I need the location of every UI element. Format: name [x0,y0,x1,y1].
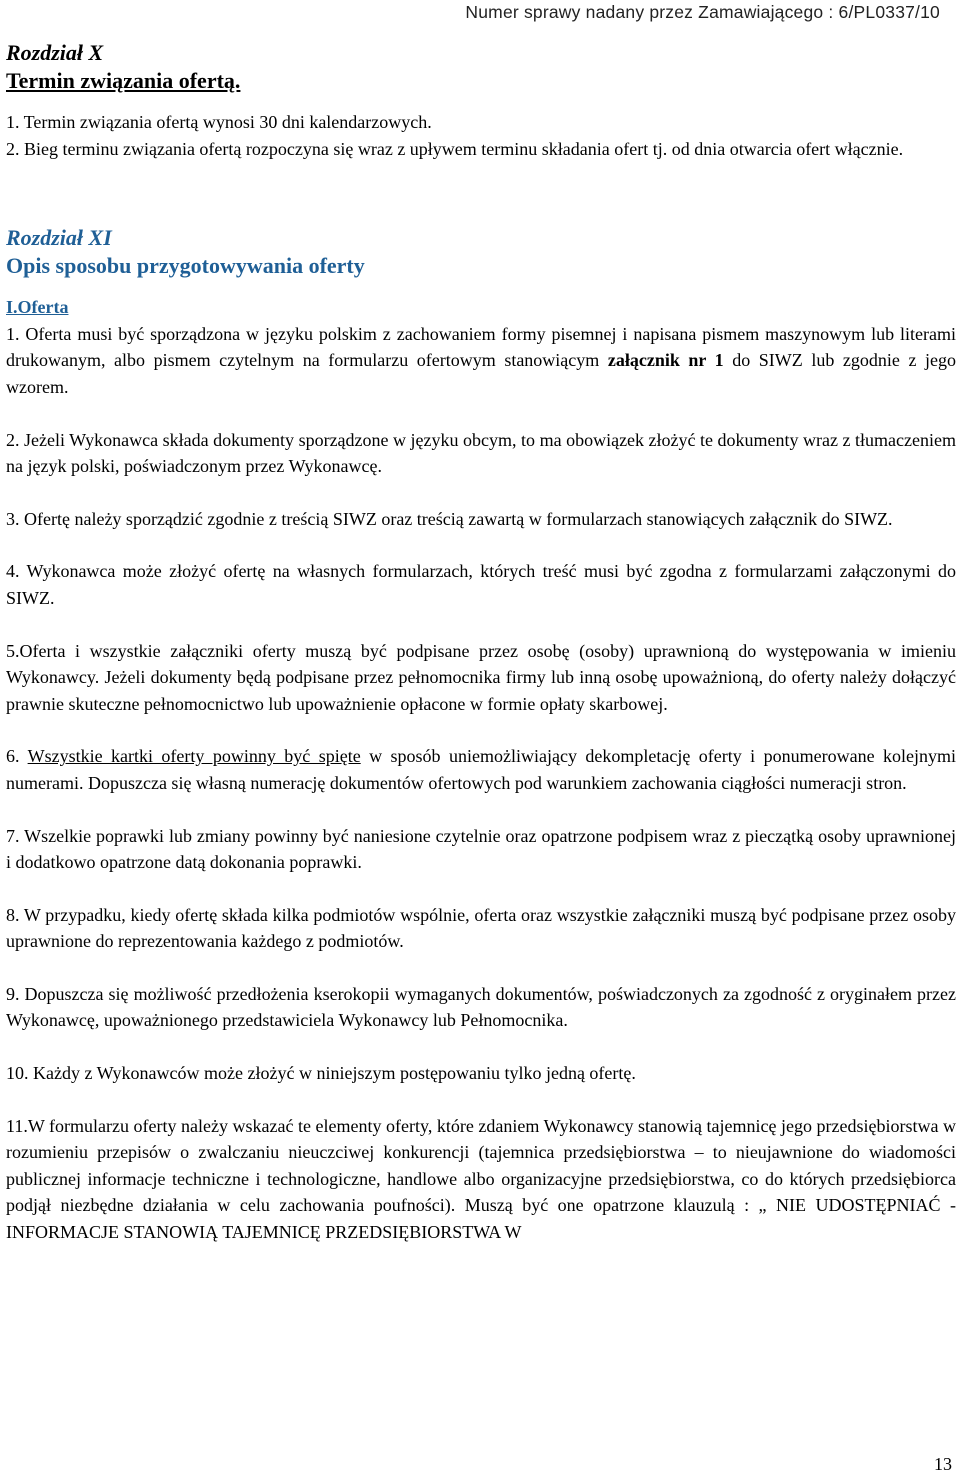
paragraph-6-underlined: Wszystkie kartki oferty powinny być spięte [27,746,361,767]
section-heading-oferta: I.Oferta [6,297,69,318]
paragraph-7: 7. Wszelkie poprawki lub zmiany powinny być naniesione czytelnie oraz opatrzone podpisem wraz z pieczątką osoby uprawnionej i dodatkowo opatrzone datą dokonania poprawki. [6,825,956,873]
document-body [6,39,956,1246]
paragraph-6 [6,743,956,796]
paragraph-9: 9. Dopuszcza się możliwość przedłożenia kserokopii wymaganych dokumentów, poświadczonych za zgodność z oryginałem przez Wykonawcę, upoważnionego przedstawiciela Wykonawcy lub Pełnomocnika. [6,983,956,1031]
paragraph-1-start: 1. Oferta musi być sporządzona w języku polskim z zachowaniem formy pisemnej i napisana pismem maszynowym lub literami drukowanym, albo pismem czytelnym na formularzu ofertowym stanowiącym [6,323,956,371]
paragraph-1-bold: załącznik nr 1 [607,350,724,371]
chapter-11-subtitle: Opis sposobu przygotowywania oferty [6,253,365,279]
chapter-10-title: Rozdział X [6,40,104,65]
paragraph-8: 8. W przypadku, kiedy ofertę składa kilka podmiotów wspólnie, oferta oraz wszystkie załączniki muszą być podpisane przez osoby uprawnione do reprezentowania każdego z podmiotów. [6,904,956,952]
paragraph-10: 10. Każdy z Wykonawców może złożyć w niniejszym postępowaniu tylko jedną ofertę. [6,1063,636,1084]
paragraph-4: 4. Wykonawca może złożyć ofertę na własnych formularzach, których treść musi być zgodna z formularzami załączonymi do SIWZ. [6,561,956,608]
paragraph-6-rest: w sposób uniemożliwiający dekompletację oferty i ponumerowane kolejnymi numerami. Dopuszcza się własną numerację dokumentów ofertowych pod warunkiem zachowania ciągłości numeracji stron. [6,746,956,793]
chapter-11-title: Rozdział XI [6,225,112,251]
chapter-10-item-1: 1. Termin związania ofertą wynosi 30 dni kalendarzowych. [6,112,432,132]
paragraph-2: 2. Jeżeli Wykonawca składa dokumenty sporządzone w języku obcym, to ma obowiązek złożyć te dokumenty wraz z tłumaczeniem na język polski, poświadczonym przez Wykonawcę. [6,429,956,477]
case-number-header: Numer sprawy nadany przez Zamawiającego : 6/PL0337/10 [465,2,940,22]
paragraph-11: 11.W formularzu oferty należy wskazać te elementy oferty, które zdaniem Wykonawcy stanowią tajemnicę jego przedsiębiorstwa w rozumieniu przepisów o zwalczaniu nieuczciwej konkurencji (tajemnica przedsiębiorstwa – to nieujawnione do wiadomości publicznej informacje techniczne i technologiczne, handlowe albo organizacyjne przedsiębiorstwa, co do których przedsiębiorca podjął niezbędne działania w celu zachowania poufności). Muszą być one opatrzone klauzulą : „ NIE UDOSTĘPNIAĆ - INFORMACJE STANOWIĄ TAJEMNICĘ PRZEDSIĘBIORSTWA W [6,1115,956,1243]
paragraph-1-end: do SIWZ lub zgodnie z jego wzorem. [6,350,956,397]
paragraph-3: 3. Ofertę należy sporządzić zgodnie z treścią SIWZ oraz treścią zawartą w formularzach stanowiących załącznik do SIWZ. [6,508,893,529]
chapter-10-list [6,109,956,162]
paragraph-6-number: 6. [6,746,28,767]
chapter-10-item-2: 2. Bieg terminu związania ofertą rozpoczyna się wraz z upływem terminu składania ofert tj. od dnia otwarcia ofert włącznie. [6,138,904,159]
page-number: 13 [934,1454,952,1474]
chapter-10-subtitle: Termin związania ofertą. [6,68,241,93]
paragraph-5: 5.Oferta i wszystkie załączniki oferty muszą być podpisane przez osobę (osoby) uprawnioną do występowania w imieniu Wykonawcy. Jeżeli dokumenty będą podpisane przez pełnomocnika firmy lub inną osobę upoważnioną, do oferty należy dołączyć prawnie skuteczne pełnomocnictwo lub upoważnienie opłacone w formie opłaty skarbowej. [6,640,956,714]
paragraph-1 [6,321,956,401]
